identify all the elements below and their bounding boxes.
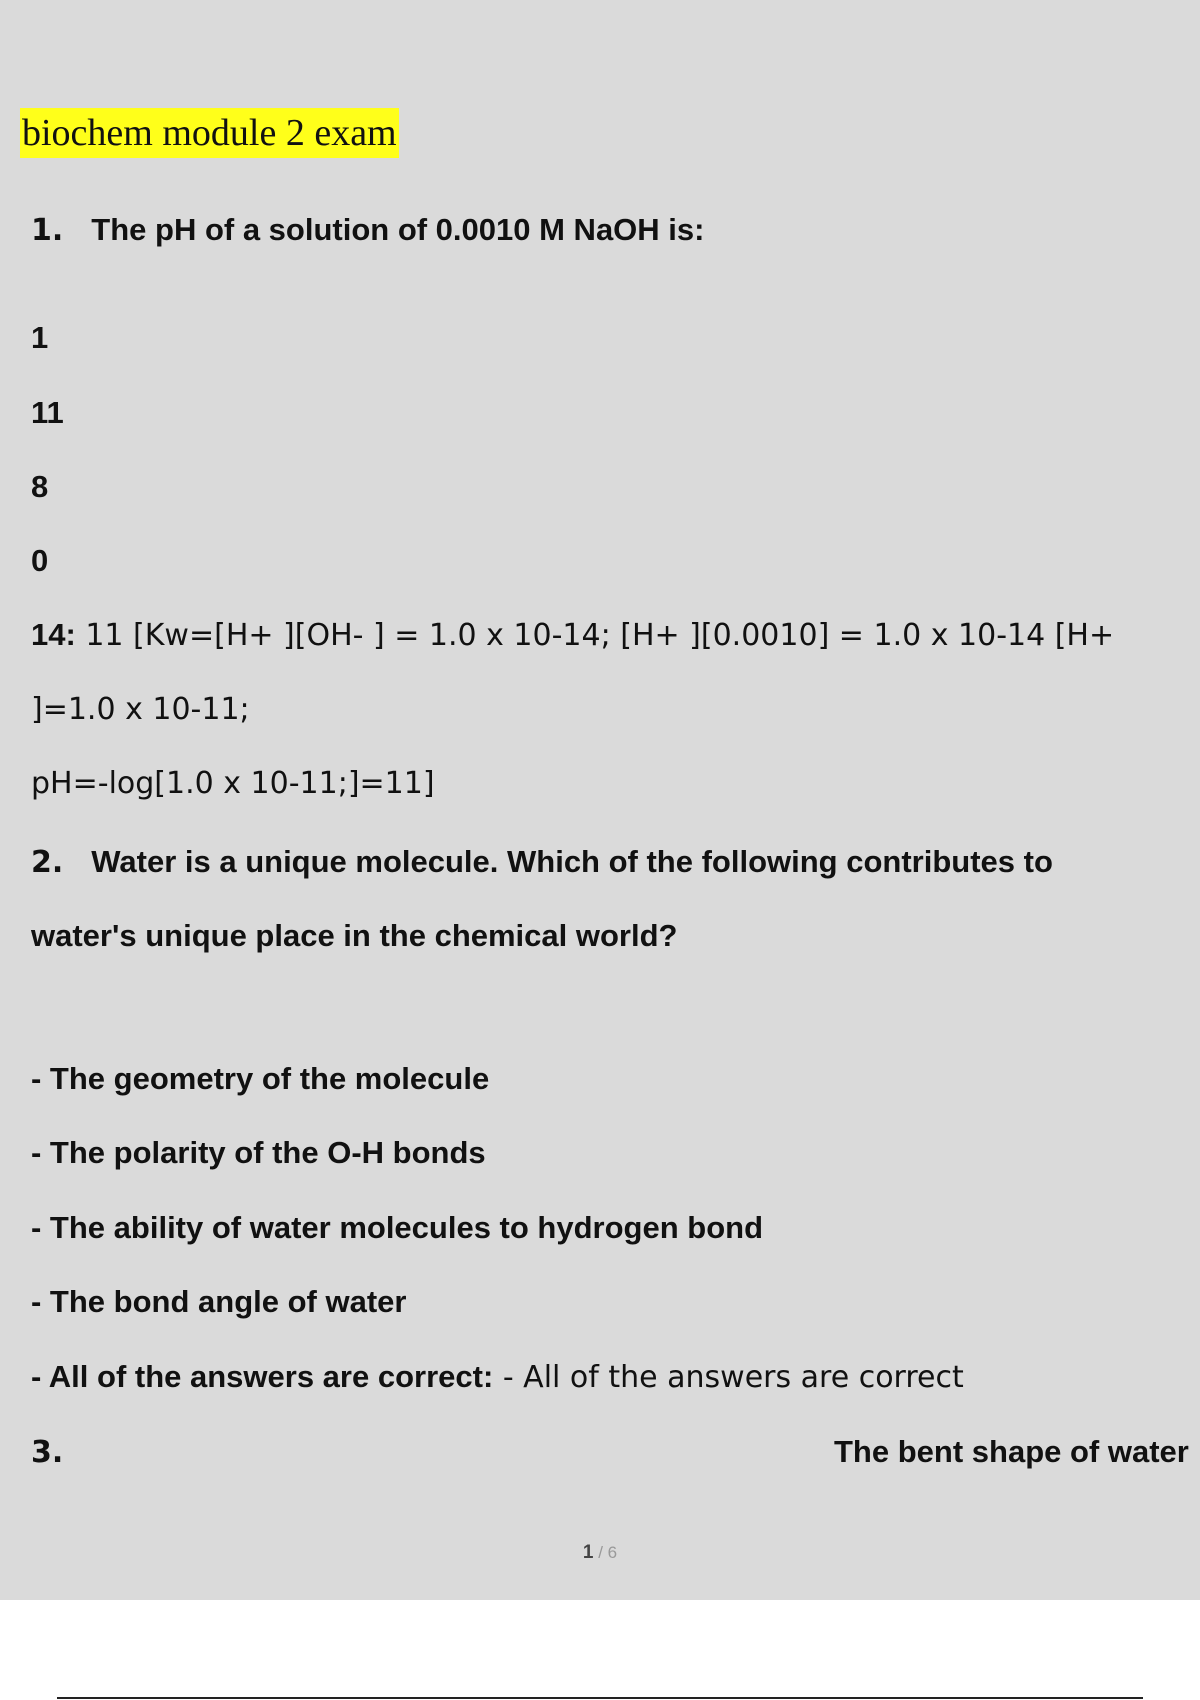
- question-1-option: 11: [31, 395, 64, 430]
- question-1-answer: [31, 615, 1114, 656]
- question-1-text: The pH of a solution of 0.0010 M NaOH is:: [91, 212, 705, 247]
- question-2: [31, 842, 1053, 883]
- divider-line: [57, 1697, 1143, 1699]
- answer-text: - All of the answers are correct: [493, 1360, 964, 1395]
- page-indicator: [0, 1542, 1200, 1564]
- current-page: 1: [582, 1542, 594, 1563]
- question-3-text: The bent shape of water: [834, 1434, 1189, 1469]
- question-1: [31, 210, 704, 251]
- question-2-text-continued: water's unique place in the chemical world?: [31, 918, 678, 953]
- answer-explanation: 11 [Kw=[H+ ][OH- ] = 1.0 x 10-14; [H+ ][0.0010] = 1.0 x 10-14 [H+: [75, 618, 1115, 653]
- question-1-option: 8: [31, 469, 49, 504]
- answer-explanation-continued: pH=-log[1.0 x 10-11;]=11]: [31, 766, 435, 801]
- question-1-number: 1.: [31, 213, 64, 248]
- question-1-option: 0: [31, 543, 49, 578]
- answer-explanation-continued: ]=1.0 x 10-11;: [31, 692, 250, 727]
- question-1-option: 1: [31, 320, 49, 355]
- document-title: biochem module 2 exam: [20, 108, 399, 158]
- total-pages: 6: [607, 1543, 618, 1562]
- question-2-option: - The bond angle of water: [31, 1284, 407, 1319]
- question-2-number: 2.: [31, 845, 64, 880]
- answer-prefix: 14:: [31, 617, 76, 652]
- question-3-number: 3.: [31, 1435, 64, 1470]
- question-2-option: - The polarity of the O-H bonds: [31, 1135, 486, 1170]
- question-2-option: - The ability of water molecules to hydrogen bond: [31, 1210, 764, 1245]
- question-2-text: Water is a unique molecule. Which of the following contributes to: [91, 844, 1053, 879]
- page-separator: /: [593, 1543, 608, 1562]
- question-2-answer: [31, 1357, 964, 1398]
- answer-prefix: - All of the answers are correct:: [31, 1359, 494, 1394]
- question-2-option: - The geometry of the molecule: [31, 1061, 490, 1096]
